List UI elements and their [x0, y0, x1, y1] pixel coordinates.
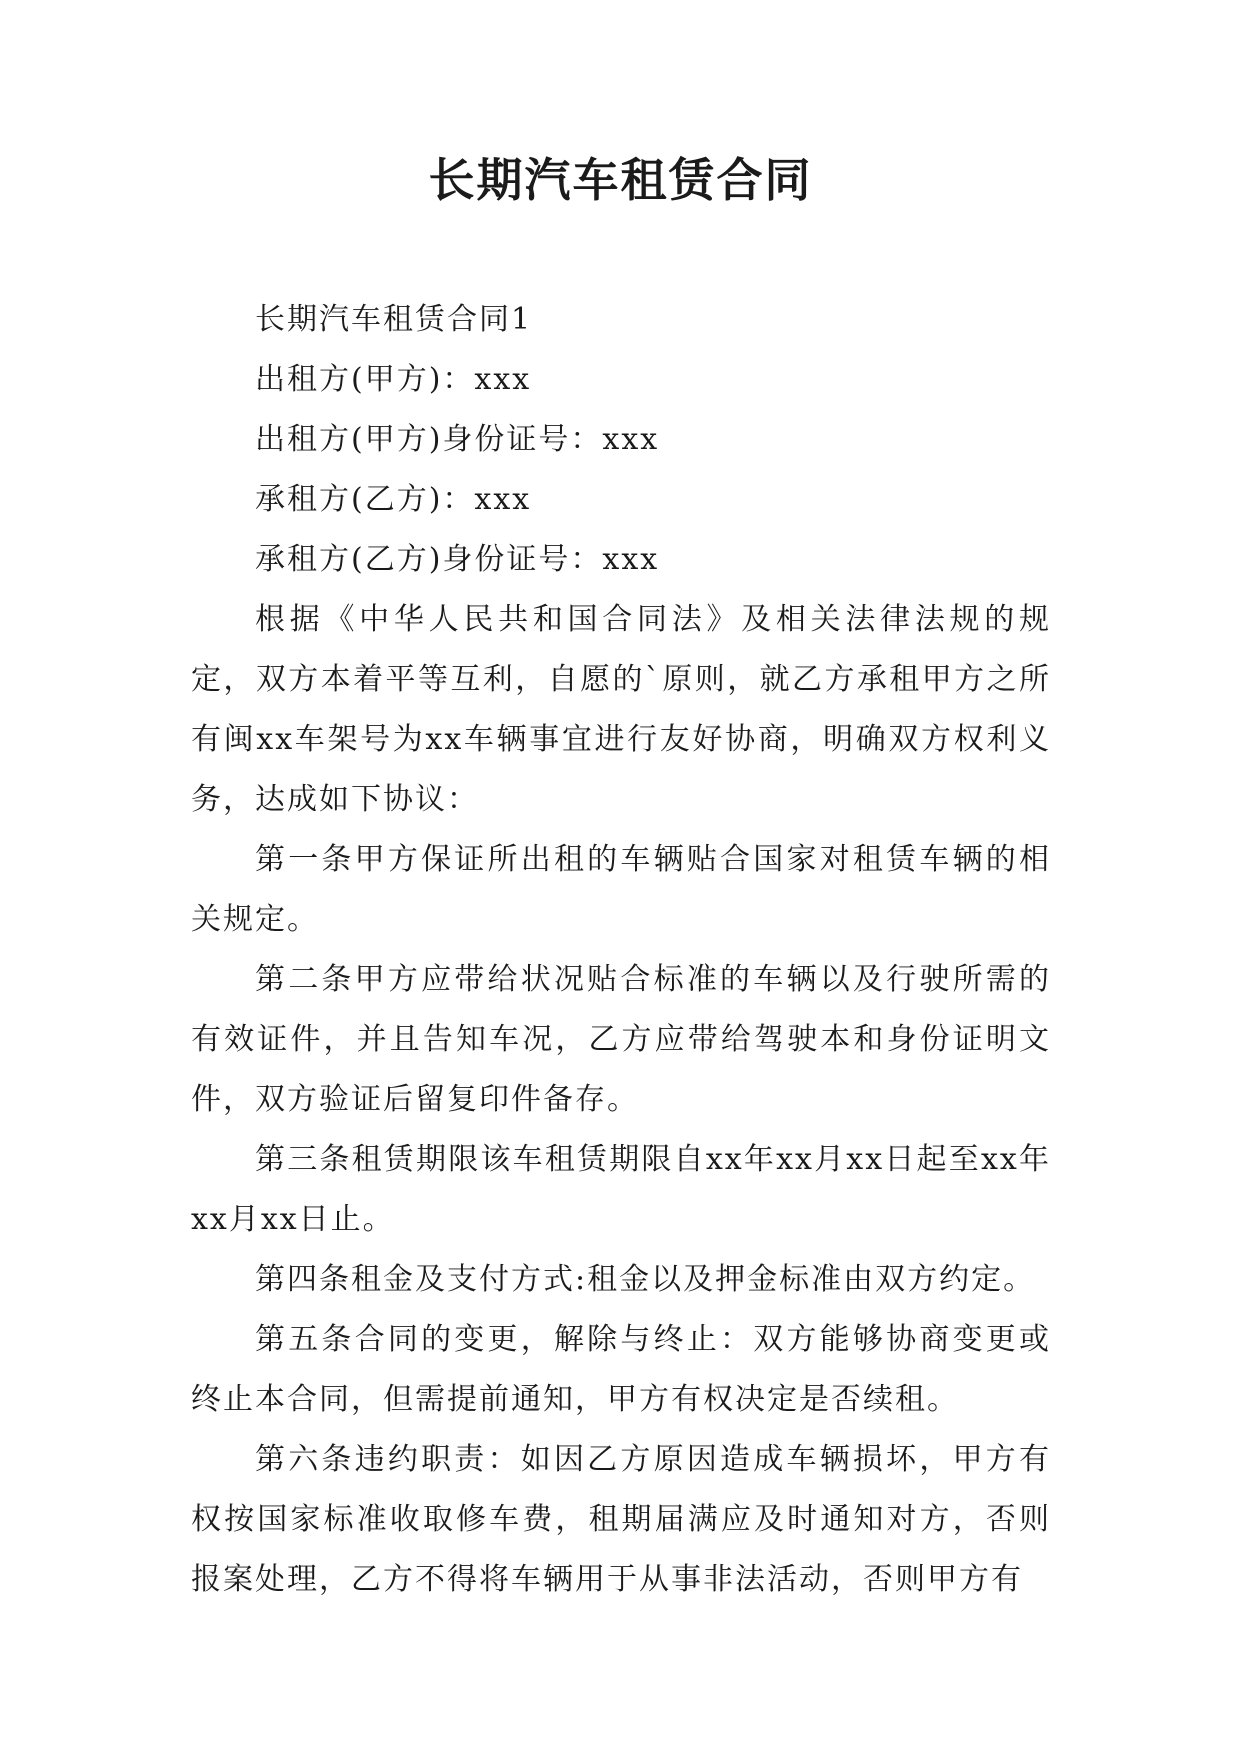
article-1: 第一条甲方保证所出租的车辆贴合国家对租赁车辆的相关规定。: [191, 842, 1051, 937]
document-body: [191, 290, 1051, 1610]
preamble-paragraph: 根据《中华人民共和国合同法》及相关法律法规的规定，双方本着平等互利，自愿的`原则，就乙方承租甲方之所有闽xx车架号为xx车辆事宜进行友好协商，明确双方权利义务，达成如下协议：: [191, 602, 1051, 817]
document-title: 长期汽车租赁合同: [428, 153, 813, 207]
lessor-id-number: 出租方(甲方)身份证号：xxx: [255, 422, 660, 457]
lessor-name: 出租方(甲方)：xxx: [255, 362, 532, 397]
article-5: 第五条合同的变更，解除与终止：双方能够协商变更或终止本合同，但需提前通知，甲方有权决定是否续租。: [191, 1322, 1051, 1417]
lessee-id-number: 承租方(乙方)身份证号：xxx: [255, 542, 660, 577]
article-3: 第三条租赁期限该车租赁期限自xx年xx月xx日起至xx年xx月xx日止。: [191, 1142, 1051, 1237]
article-2: 第二条甲方应带给状况贴合标准的车辆以及行驶所需的有效证件，并且告知车况，乙方应带给驾驶本和身份证明文件，双方验证后留复印件备存。: [191, 962, 1051, 1117]
article-6: 第六条违约职责：如因乙方原因造成车辆损坏，甲方有权按国家标准收取修车费，租期届满应及时通知对方，否则报案处理，乙方不得将车辆用于从事非法活动，否则甲方有: [191, 1442, 1051, 1597]
contract-heading: 长期汽车租赁合同1: [255, 302, 533, 337]
lessee-name: 承租方(乙方)：xxx: [255, 482, 532, 517]
article-4: 第四条租金及支付方式:租金以及押金标准由双方约定。: [255, 1262, 1036, 1297]
